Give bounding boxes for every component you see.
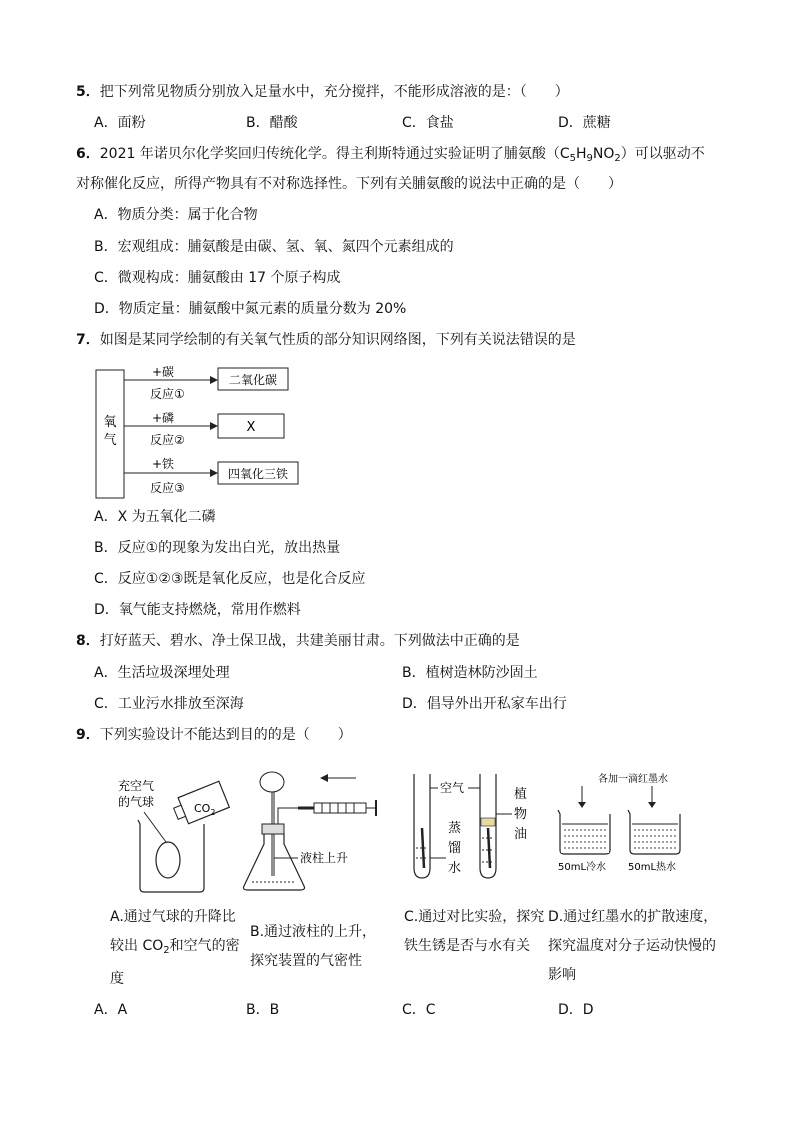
formula-subscript: 5 xyxy=(569,153,576,164)
formula-subscript: 2 xyxy=(614,153,621,164)
question-number: 9． xyxy=(76,727,100,743)
arrow-head-icon xyxy=(210,422,218,430)
arrow-head-icon xyxy=(210,376,218,384)
option-d[interactable]: D．氧气能支持燃烧，常用作燃料 xyxy=(94,602,301,618)
question-number: 6． xyxy=(76,146,100,162)
arrow-down-icon xyxy=(578,802,586,808)
caption-c: C.通过对比实验，探究铁生锈是否与水有关 xyxy=(404,909,545,954)
question-stem: 如图是某同学绘制的有关氧气性质的部分知识网络图，下列有关说法错误的是 xyxy=(99,332,576,348)
question-stem: 打好蓝天、碧水、净土保卫战，共建美丽甘肃。下列做法中正确的是 xyxy=(99,633,520,649)
co2-label: $CO_2$ xyxy=(194,802,216,817)
option-d[interactable]: D．物质定量：脯氨酸中氮元素的质量分数为 20% xyxy=(94,301,407,317)
question-number: 8． xyxy=(76,633,100,649)
oxygen-label-1: 氧 xyxy=(103,415,117,430)
caption-b: B.通过液柱的上升，探究装置的气密性 xyxy=(250,924,377,969)
formula-part: H xyxy=(575,146,587,162)
figure-d-beakers xyxy=(548,768,708,878)
question-stem: 下列实验设计不能达到目的的是（ ） xyxy=(99,727,352,743)
reaction-label: 反应① xyxy=(150,387,185,401)
caption-a xyxy=(110,903,246,994)
caption-a-text: A.通过气球的升降比较出 CO xyxy=(110,909,236,954)
question-number: 7． xyxy=(76,332,100,348)
liquid-rise-label: 液柱上升 xyxy=(300,851,349,865)
water-label-2: 馏 xyxy=(448,841,462,856)
water-label-3: 水 xyxy=(448,861,462,876)
caption-d: D.通过红墨水的扩散速度，探究温度对分子运动快慢的影响 xyxy=(548,909,718,983)
option-b[interactable]: B．宏观组成：脯氨酸是由碳、氢、氧、氮四个元素组成的 xyxy=(94,239,454,255)
option-b[interactable]: B．B xyxy=(246,1002,280,1018)
figure-c-test-tubes xyxy=(408,768,544,888)
option-c[interactable]: C．反应①②③既是氧化反应，也是化合反应 xyxy=(94,571,366,587)
arrow-down-icon xyxy=(648,802,656,808)
option-a[interactable]: A．生活垃圾深埋处理 xyxy=(94,665,230,681)
hot-water-label: 50mL热水 xyxy=(628,862,677,873)
red-ink-label: 各加一滴红墨水 xyxy=(598,774,668,785)
oil-label-1: 植 xyxy=(514,787,528,802)
option-a[interactable]: A．A xyxy=(94,1002,128,1018)
product-label: 二氧化碳 xyxy=(228,373,278,387)
option-b[interactable]: B．醋酸 xyxy=(246,115,298,131)
question-stem-part: ）可以驱动不 xyxy=(620,146,705,162)
option-a[interactable]: A．X 为五氧化二磷 xyxy=(94,509,216,525)
caption-a-subscript: 2 xyxy=(163,945,170,956)
option-d[interactable]: D．D xyxy=(558,1002,594,1018)
air-label: 空气 xyxy=(440,781,465,795)
option-c[interactable]: C．食盐 xyxy=(402,115,454,131)
balloon-icon xyxy=(156,842,180,878)
question-9 xyxy=(76,725,352,745)
question-7 xyxy=(76,330,576,350)
balloon-label-2: 的气球 xyxy=(118,795,155,809)
oxygen-label-2: 气 xyxy=(103,433,117,448)
question-5 xyxy=(76,82,569,102)
arrow-head-icon xyxy=(210,469,218,477)
question-number: 5． xyxy=(76,84,100,100)
question-8 xyxy=(76,631,520,651)
option-a[interactable]: A．物质分类：属于化合物 xyxy=(94,207,258,223)
option-c[interactable]: C．C xyxy=(402,1002,436,1018)
cold-water-label: 50mL冷水 xyxy=(558,862,607,873)
arrow-left-icon xyxy=(320,774,328,782)
question-6-line-1 xyxy=(76,144,705,169)
reagent-label: +碳 xyxy=(152,365,175,379)
option-c[interactable]: C．微观构成：脯氨酸由 17 个原子构成 xyxy=(94,270,341,286)
question-stem: 把下列常见物质分别放入足量水中，充分搅拌，不能形成溶液的是：（ ） xyxy=(99,84,569,100)
oxygen-network-diagram xyxy=(90,362,310,502)
figure-b-flask-syringe xyxy=(238,768,398,898)
oil-label-3: 油 xyxy=(514,827,528,842)
figure-a-beaker-balloon xyxy=(108,768,236,898)
question-6-line-2: 对称催化反应，所得产物具有不对称选择性。下列有关脯氨酸的说法中正确的是（ ） xyxy=(76,176,622,192)
option-d[interactable]: D．蔗糖 xyxy=(558,115,611,131)
product-label: 四氧化三铁 xyxy=(227,467,289,481)
option-d[interactable]: D．倡导外出开私家车出行 xyxy=(402,696,567,712)
oil-label-2: 物 xyxy=(514,807,528,822)
formula-part: NO xyxy=(592,146,615,162)
reaction-label: 反应③ xyxy=(150,481,185,495)
balloon-label-1: 充空气 xyxy=(118,779,155,793)
caption-a-text-end: 和空气的密度 xyxy=(110,938,240,987)
option-b[interactable]: B．反应①的现象为发出白光，放出热量 xyxy=(94,540,341,556)
reagent-label: +磷 xyxy=(152,411,175,425)
question-stem-part: 2021 年诺贝尔化学奖回归传统化学。得主利斯特通过实验证明了脯氨酸（C xyxy=(99,146,570,162)
reaction-label: 反应② xyxy=(150,433,185,447)
option-b[interactable]: B．植树造林防沙固土 xyxy=(402,665,538,681)
option-a[interactable]: A．面粉 xyxy=(94,115,146,131)
option-c[interactable]: C．工业污水排放至深海 xyxy=(94,696,244,712)
water-label-1: 蒸 xyxy=(448,821,462,836)
product-label: X xyxy=(246,420,256,435)
reagent-label: +铁 xyxy=(152,457,175,471)
formula-subscript: 9 xyxy=(586,153,593,164)
